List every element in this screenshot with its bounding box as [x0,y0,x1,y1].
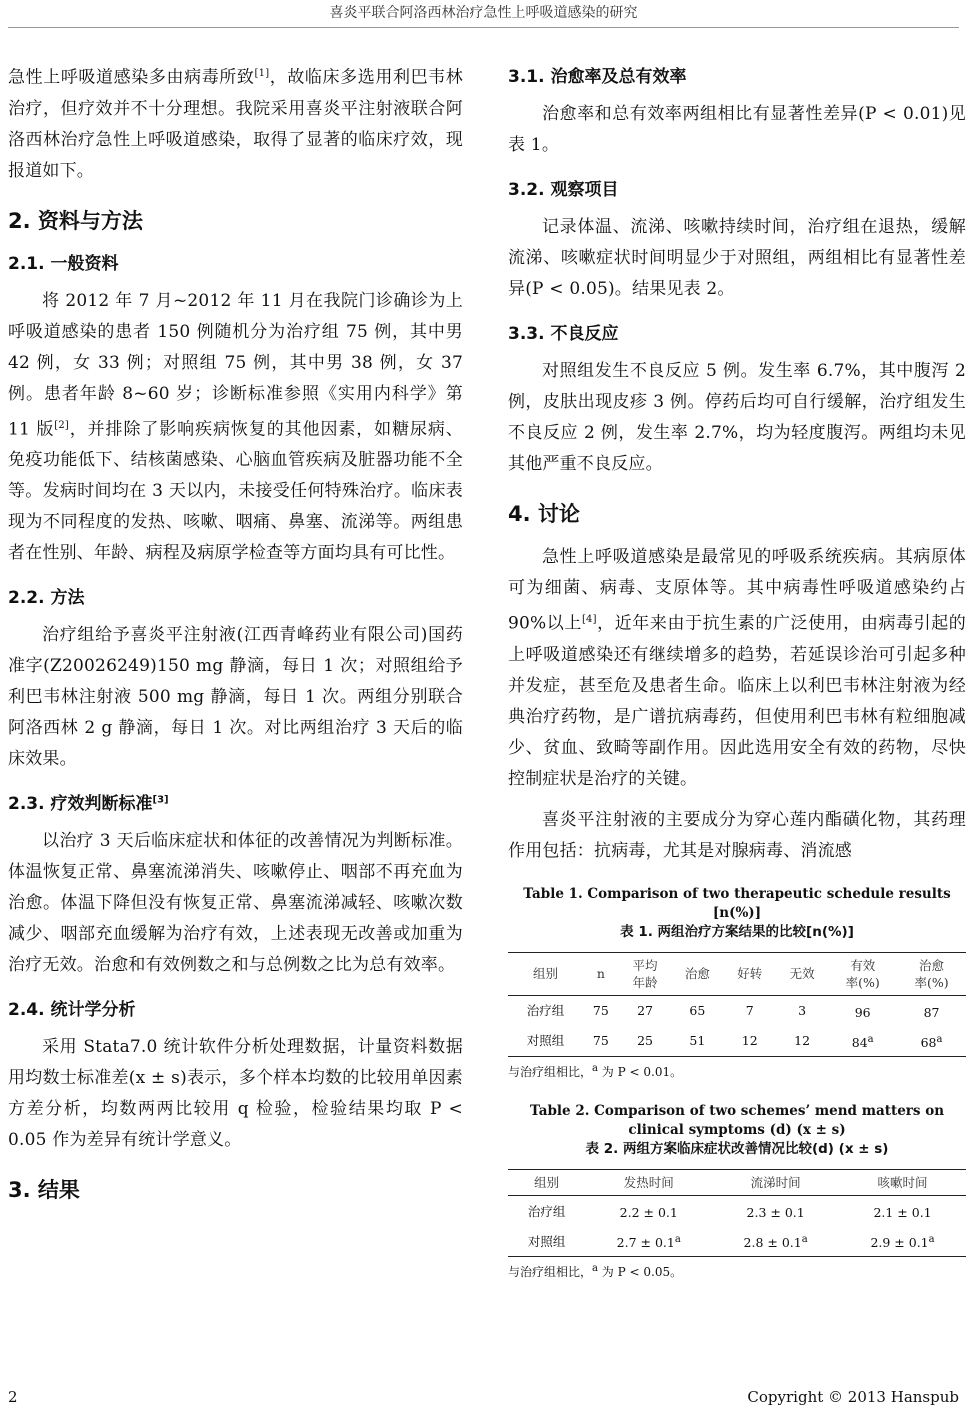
copyright-notice: Copyright © 2013 Hanspub [747,1388,959,1406]
table-header-cell: 流涕时间 [712,1169,839,1195]
table-header-cell: 有效 率(%) [828,952,897,995]
section-3-1-heading: 3.1. 治愈率及总有效率 [508,67,687,87]
note-mark: a [592,1263,598,1275]
table-cell [585,1226,712,1257]
table-header-cell: 无效 [776,952,828,995]
table-2-caption-cn: 表 2. 两组方案临床症状改善情况比较(d) (x ± s) [585,1140,889,1157]
table-cell [712,1195,839,1226]
table-cell: 51 [671,1026,723,1057]
table-cell [897,1026,966,1057]
cell-value: 2.3 ± 0.1 [746,1205,805,1221]
adverse-reaction-paragraph: 对照组发生不良反应 5 例。发生率 6.7%，其中腹泻 2 例，皮肤出现皮疹 3 例。停药后均可自行缓解，治疗组发生不良反应 2 例，发生率 2.7%，均为轻度腹泻。两组均未见其他严重不良反应。 [508,361,966,474]
cell-value: 68 [920,1034,937,1050]
citation-2: [2] [54,419,70,431]
table-1-caption-cn: 表 1. 两组治疗方案结果的比较[n(%)] [620,923,854,940]
table-header-row [508,952,966,995]
general-data-text: 将 2012 年 7 月~2012 年 11 月在我院门诊确诊为上呼吸道感染的患者 150 例随机分为治疗组 75 例，其中男 42 例，女 33 例；对照组 75 例，其中男 38 例，女 37 例。患者年龄 8~60 岁；诊断标准参照《实用内科学》第 11 版 [8,290,463,440]
table-cell: 12 [724,1026,776,1057]
table-header-cell: 好转 [724,952,776,995]
section-2-2-heading: 2.2. 方法 [8,588,85,609]
table-header-row [508,1169,966,1195]
table-cell: 治疗组 [526,1003,565,1019]
section-2-3-heading [8,789,463,814]
table-cell: 65 [689,1003,706,1019]
note-text: 与治疗组相比， [508,1064,593,1079]
table-2-grid [508,1169,966,1257]
significance-mark: a [867,1033,874,1045]
table-2-note [508,1263,966,1280]
discussion-paragraph-2: 喜炎平注射液的主要成分为穿心莲内酯磺化物，其药理作用包括：抗病毒，尤其是对腺病毒、消流感 [508,809,966,861]
cell-value: 2.8 ± 0.1 [743,1235,802,1251]
section-3-heading: 3. 结果 [8,1178,80,1203]
table-1 [508,885,966,1080]
right-column [508,58,966,1280]
section-2-4-heading: 2.4. 统计学分析 [8,1000,136,1021]
note-text-2: 为 P < 0.01。 [597,1064,683,1079]
general-data-text-2: ，并排除了影响疾病恢复的其他因素，如糖尿病、免疫功能低下、结核菌感染、心脑血管疾病及脏器功能不全等。发病时间均在 3 天以内，未接受任何特殊治疗。临床表现为不同程度的发热、咳嗽、咽痛、鼻塞、流涕等。两组患者在性别、年龄、病程及病原学检查等方面均具有可比性。 [8,419,463,564]
table-row [508,995,966,1026]
section-3-3-heading: 3.3. 不良反应 [508,324,619,344]
method-paragraph: 治疗组给予喜炎平注射液(江西青峰药业有限公司)国药准字(Z20026249)150 mg 静滴，每日 1 次；对照组给予利巴韦林注射液 500 mg 静滴，每日 1 次。两组分别联合阿洛西林 2 g 静滴，每日 1 次。对比两组治疗 3 天后的临床效果。 [8,625,463,770]
cure-rate-paragraph: 治愈率和总有效率两组相比有显著性差异(P < 0.01)见表 1。 [508,104,966,155]
section-2-1-heading: 2.1. 一般资料 [8,253,119,274]
discussion-paragraph-1 [508,542,966,795]
table-2 [508,1102,966,1280]
citation-1: [1] [254,68,270,79]
table-cell [712,1226,839,1257]
section-4-heading: 4. 讨论 [508,502,580,526]
table-cell: 7 [745,1003,754,1019]
cell-value: 2.7 ± 0.1 [616,1235,675,1251]
significance-mark: a [801,1234,808,1246]
left-column [8,58,463,1218]
table-header-cell: 组别 [508,952,583,995]
significance-mark: a [674,1234,681,1246]
table-cell: 25 [619,1026,671,1057]
section-2-3-title: 2.3. 疗效判断标准 [8,794,153,815]
table-cell [828,995,897,1026]
table-cell: 对照组 [508,1226,585,1257]
intro-text: 急性上呼吸道感染多由病毒所致 [8,67,255,88]
table-row [508,1195,966,1226]
cell-value: 96 [854,1004,871,1020]
significance-mark: a [936,1033,943,1045]
table-header-cell: 平均 年龄 [619,952,671,995]
observation-paragraph: 记录体温、流涕、咳嗽持续时间，治疗组在退热，缓解流涕、咳嗽症状时间明显少于对照组，两组相比有显著性差异(P < 0.05)。结果见表 2。 [508,217,966,299]
table-1-note [508,1063,966,1080]
table-cell [828,1026,897,1057]
note-mark: a [592,1062,598,1074]
citation-4: [4] [581,614,597,625]
table-cell: 12 [776,1026,828,1057]
intro-text-2: ，故临床多选用利巴韦林治疗，但疗效并不十分理想。我院采用喜炎平注射液联合阿洛西林治疗急性上呼吸道感染，取得了显著的临床疗效，现报道如下。 [8,67,463,181]
table-cell: 对照组 [508,1026,583,1057]
intro-paragraph [8,58,463,187]
table-cell: 治疗组 [527,1203,566,1219]
discussion-text-1: 急性上呼吸道感染是最常见的呼吸系统疾病。其病原体可为细菌、病毒、支原体等。其中病毒性呼吸道感染约占 90%以上 [508,547,966,634]
table-cell [839,1195,966,1226]
page-number: 2 [8,1388,18,1406]
criteria-paragraph: 以治疗 3 天后临床症状和体征的改善情况为判断标准。体温恢复正常、鼻塞流涕消失、咳嗽停止、咽部不再充血为治愈。体温下降但没有恢复正常、鼻塞流涕减轻、咳嗽次数减少、咽部充血缓解为治疗有效，上述表现无改善或加重为治疗无效。治愈和有效例数之和与总例数之比为总有效率。 [8,831,463,976]
cell-value: 84 [851,1034,868,1050]
table-1-caption-en: Table 1. Comparison of two therapeutic schedule results [n(%)] [523,885,951,921]
table-1-grid [508,952,966,1057]
table-header-cell: 咳嗽时间 [839,1169,966,1195]
table-header-cell: 治愈 率(%) [897,952,966,995]
cell-value: 2.1 ± 0.1 [873,1205,932,1221]
table-cell: 27 [637,1003,653,1019]
table-cell [897,995,966,1026]
discussion-text-2: ，近年来由于抗生素的广泛使用，由病毒引起的上呼吸道感染还有继续增多的趋势，若延误诊治可引起多种并发症，甚至危及患者生命。临床上以利巴韦林注射液为经典治疗药物，是广谱抗病毒药，但使用利巴韦林有粒细胞减少、贫血、致畸等副作用。因此选用安全有效的药物，尽快控制症状是治疗的关键。 [508,613,966,789]
statistics-paragraph: 采用 Stata7.0 统计软件分析处理数据，计量资料数据用均数士标准差(x ± s)表示，多个样本均数的比较用单因素方差分析，均数两两比较用 q 检验，检验结果均取 P < 0.05 作为差异有统计学意义。 [8,1037,463,1151]
table-header-cell: 发热时间 [585,1169,712,1195]
table-cell [839,1226,966,1257]
section-2-heading: 2. 资料与方法 [8,208,143,233]
note-text: 与治疗组相比， [508,1265,593,1280]
running-head: 喜炎平联合阿洛西林治疗急性上呼吸道感染的研究 [8,2,959,28]
significance-mark: a [928,1234,935,1246]
note-text-2: 为 P < 0.05。 [597,1265,683,1280]
general-data-paragraph [8,286,463,570]
table-cell: 3 [798,1003,807,1019]
table-cell: 75 [592,1003,609,1019]
table-row [508,1226,966,1257]
cell-value: 2.2 ± 0.1 [619,1205,678,1221]
table-cell: 75 [583,1026,619,1057]
cell-value: 2.9 ± 0.1 [870,1235,929,1251]
table-cell [585,1195,712,1226]
table-header-cell: 治愈 [671,952,723,995]
citation-3: [3] [152,794,169,806]
table-header-cell: 组别 [508,1169,585,1195]
cell-value: 87 [923,1004,940,1020]
table-row [508,1026,966,1057]
section-3-2-heading: 3.2. 观察项目 [508,180,619,200]
table-header-cell: n [583,952,619,995]
table-2-caption-en: Table 2. Comparison of two schemes’ mend matters on clinical symptoms (d) (x ± s) [529,1102,945,1138]
